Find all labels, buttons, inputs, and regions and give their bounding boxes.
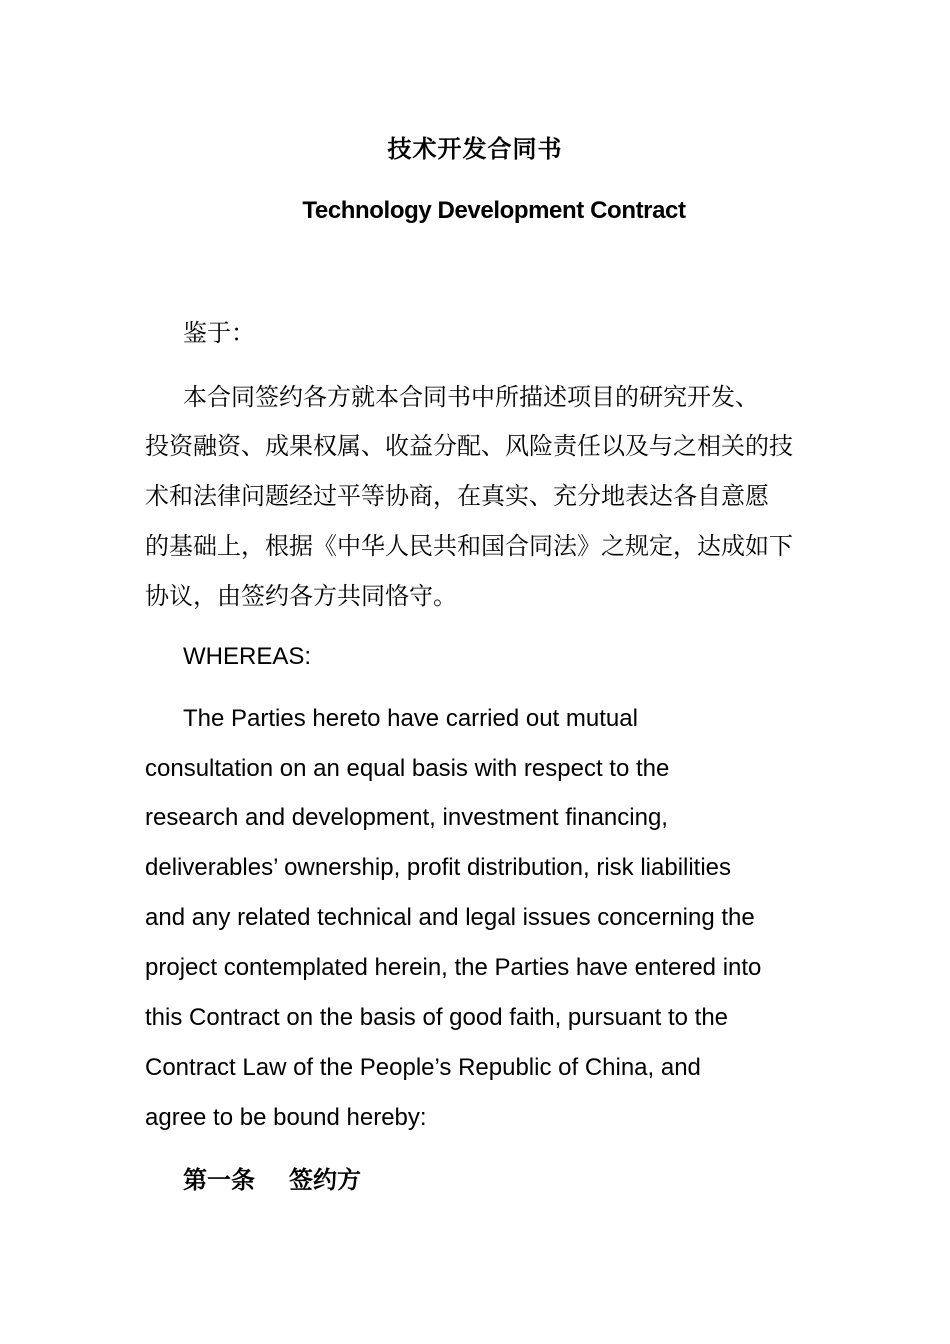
whereas-english-line: and any related technical and legal issues concerning the <box>145 904 755 931</box>
whereas-chinese-line: 投资融资、成果权属、收益分配、风险责任以及与之相关的技 <box>145 432 793 460</box>
whereas-chinese-heading: 鉴于： <box>183 319 255 347</box>
whereas-chinese-line: 术和法律问题经过平等协商，在真实、充分地表达各自意愿 <box>145 482 769 510</box>
whereas-chinese-line: 的基础上，根据《中华人民共和国合同法》之规定，达成如下 <box>145 532 793 560</box>
whereas-english-line: consultation on an equal basis with respect to the <box>145 755 670 782</box>
whereas-english-heading: WHEREAS: <box>183 643 312 670</box>
article-title: 签约方 <box>289 1166 361 1194</box>
whereas-chinese-line: 本合同签约各方就本合同书中所描述项目的研究开发、 <box>183 383 759 411</box>
title-english: Technology Development Contract <box>302 197 686 224</box>
whereas-english-line: research and development, investment financing, <box>145 804 668 831</box>
title-chinese: 技术开发合同书 <box>387 135 563 163</box>
whereas-english-line: deliverables’ ownership, profit distribution, risk liabilities <box>145 854 732 881</box>
article-heading <box>183 1163 361 1197</box>
whereas-english-line: The Parties hereto have carried out mutual <box>183 705 638 732</box>
whereas-english-line: project contemplated herein, the Parties have entered into <box>145 954 762 981</box>
article-number: 第一条 <box>183 1166 255 1194</box>
whereas-chinese-line: 协议，由签约各方共同恪守。 <box>145 582 457 610</box>
whereas-english-line: this Contract on the basis of good faith, pursuant to the <box>145 1004 729 1031</box>
whereas-english-line: agree to be bound hereby: <box>145 1104 427 1131</box>
whereas-english-line: Contract Law of the People’s Republic of China, and <box>145 1054 701 1081</box>
